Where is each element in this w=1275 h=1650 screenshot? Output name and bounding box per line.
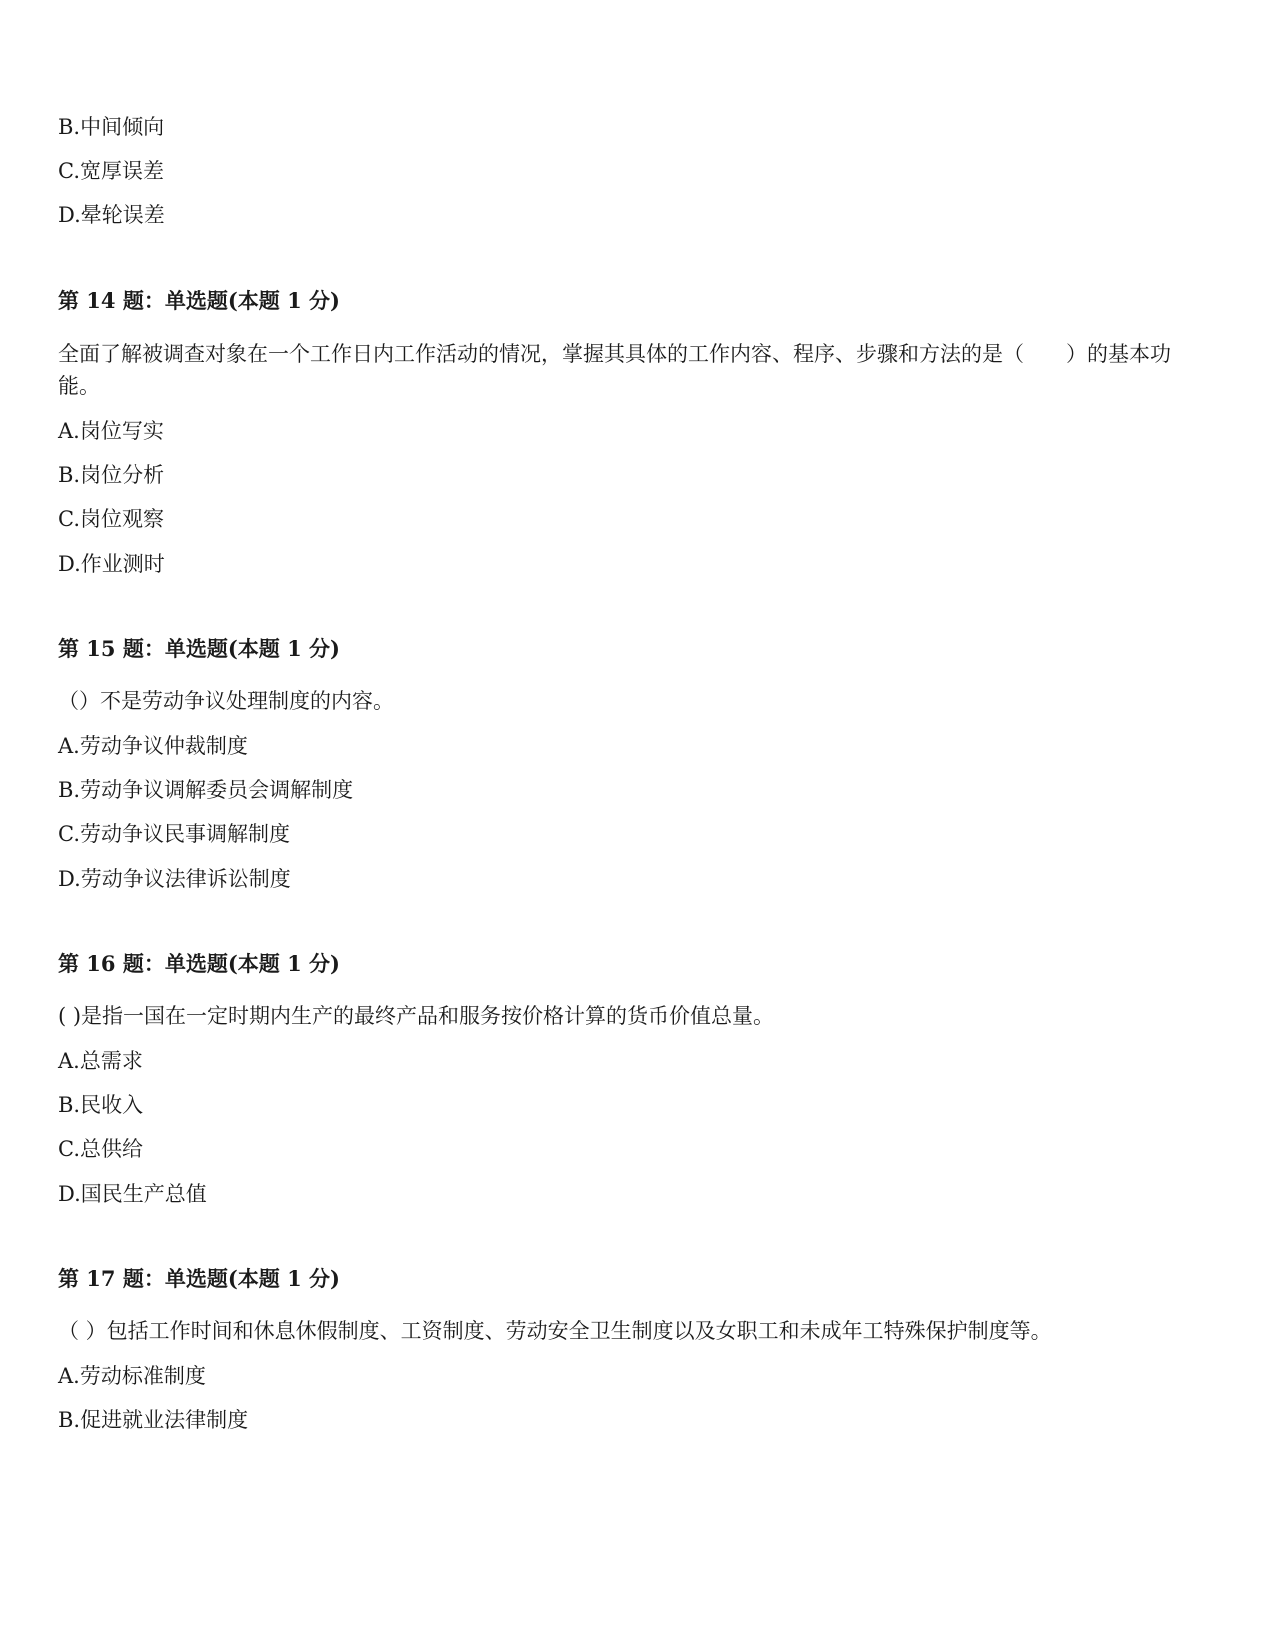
option-d: D.劳动争议法律诉讼制度 [58, 867, 291, 891]
option-b: B.劳动争议调解委员会调解制度 [58, 778, 354, 802]
question-stem: 全面了解被调查对象在一个工作日内工作活动的情况，掌握其具体的工作内容、程序、步骤和方法的是（ ）的基本功能。 [58, 342, 1171, 398]
question-heading: 第 14 题：单选题(本题 1 分) [58, 288, 340, 313]
option-c: C.总供给 [58, 1137, 143, 1161]
question-stem: （）不是劳动争议处理制度的内容。 [58, 689, 394, 713]
option-b: B.民收入 [58, 1093, 144, 1117]
option-d: D.晕轮误差 [58, 203, 165, 227]
question-heading: 第 17 题：单选题(本题 1 分) [58, 1266, 340, 1291]
question-heading: 第 15 题：单选题(本题 1 分) [58, 636, 340, 661]
option-a: A.总需求 [58, 1049, 143, 1073]
option-c: C.宽厚误差 [58, 159, 164, 183]
question-heading: 第 16 题：单选题(本题 1 分) [58, 951, 340, 976]
option-a: A.岗位写实 [58, 419, 164, 443]
option-b: B.促进就业法律制度 [58, 1408, 249, 1432]
option-a: A.劳动标准制度 [58, 1364, 206, 1388]
option-a: A.劳动争议仲裁制度 [58, 734, 248, 758]
option-b: B.中间倾向 [58, 115, 165, 139]
option-d: D.作业测时 [58, 552, 165, 576]
option-c: C.岗位观察 [58, 507, 164, 531]
option-b: B.岗位分析 [58, 463, 165, 487]
question-stem: ( )是指一国在一定时期内生产的最终产品和服务按价格计算的货币价值总量。 [58, 1004, 775, 1028]
option-d: D.国民生产总值 [58, 1182, 207, 1206]
question-stem: （ ）包括工作时间和休息休假制度、工资制度、劳动安全卫生制度以及女职工和未成年工特殊保护制度等。 [58, 1319, 1052, 1343]
option-c: C.劳动争议民事调解制度 [58, 822, 290, 846]
